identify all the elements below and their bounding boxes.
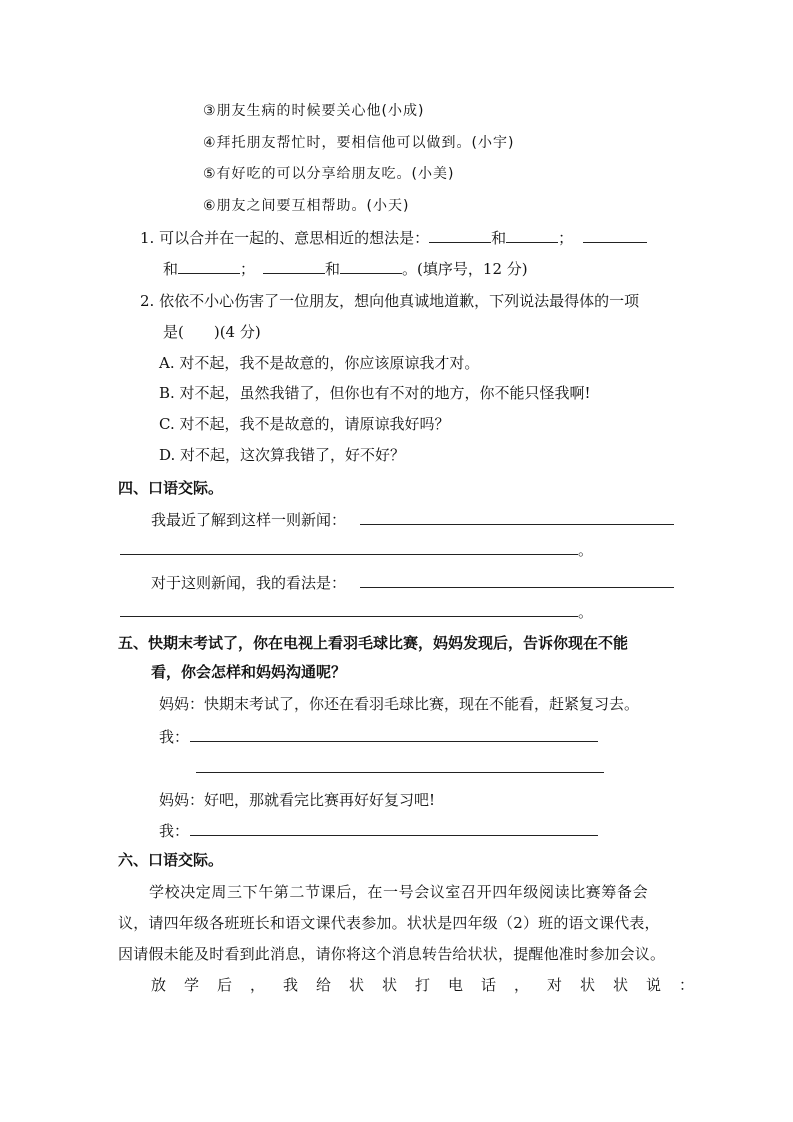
question-1-prefix: 1. 可以合并在一起的、意思相近的想法是： xyxy=(140,229,430,247)
answer-blank[interactable] xyxy=(178,259,240,274)
question-2-stem-line2: 是( )(4 分) xyxy=(163,323,261,341)
statement-6: ⑥朋友之间要互相帮助。(小天) xyxy=(203,198,410,214)
separator: ； xyxy=(558,229,574,247)
answer-line[interactable] xyxy=(360,587,674,588)
news-prompt: 我最近了解到这样一则新闻： xyxy=(151,511,347,529)
section-5-heading-line2: 看，你会怎样和妈妈沟通呢？ xyxy=(151,663,347,681)
option-d: D. 对不起，这次算我错了，好不好？ xyxy=(159,446,406,464)
question-1-suffix: 。(填序号，12 分) xyxy=(402,260,528,278)
answer-blank[interactable] xyxy=(506,228,558,243)
separator: ； xyxy=(240,260,256,278)
section-6-heading: 六、口语交际。 xyxy=(118,851,224,869)
answer-blank[interactable] xyxy=(583,228,647,243)
mom-line-2: 妈妈：好吧，那就看完比赛再好好复习吧! xyxy=(159,791,436,809)
answer-line[interactable] xyxy=(120,554,578,555)
answer-blank[interactable] xyxy=(263,259,325,274)
after-school-line: 放学后，我给状状打电话，对状状说： xyxy=(151,976,713,994)
section-4-heading: 四、口语交际。 xyxy=(118,479,224,497)
answer-line[interactable] xyxy=(190,741,598,742)
mom-line-1: 妈妈：快期末考试了，你还在看羽毛球比赛，现在不能看，赶紧复习去。 xyxy=(159,695,640,713)
question-2-stem-line1: 2. 依依不小心伤害了一位朋友，想向他真诚地道歉，下列说法最得体的一项 xyxy=(140,292,640,310)
answer-blank[interactable] xyxy=(429,228,491,243)
statement-4: ④拜托朋友帮忙时，要相信他可以做到。(小宇) xyxy=(203,135,515,151)
and-text: 和 xyxy=(163,260,179,278)
option-c: C. 对不起，我不是故意的，请原谅我好吗？ xyxy=(159,415,450,433)
answer-line[interactable] xyxy=(360,524,674,525)
answer-line[interactable] xyxy=(196,772,604,773)
opinion-prompt: 对于这则新闻，我的看法是： xyxy=(151,574,347,592)
question-1-line2 xyxy=(163,259,528,279)
answer-line[interactable] xyxy=(190,835,598,836)
option-b: B. 对不起，虽然我错了，但你也有不对的地方，你不能只怪我啊! xyxy=(159,384,591,402)
statement-3: ③朋友生病的时候要关心他(小成) xyxy=(203,103,425,119)
statement-5: ⑤有好吃的可以分享给朋友吃。(小美) xyxy=(203,166,455,182)
me-label-2: 我： xyxy=(159,822,190,840)
and-text: 和 xyxy=(491,229,507,247)
answer-blank[interactable] xyxy=(340,259,402,274)
option-a: A. 对不起，我不是故意的，你应该原谅我才对。 xyxy=(159,354,480,372)
section-6-para-line3: 因请假未能及时看到此消息，请你将这个消息转告给状状，提醒他准时参加会议。 xyxy=(118,945,666,963)
section-6-para-line1: 学校决定周三下午第二节课后，在一号会议室召开四年级阅读比赛筹备会 xyxy=(149,883,649,901)
question-1-line1 xyxy=(140,228,647,248)
me-label-1: 我： xyxy=(159,728,190,746)
end-mark: 。 xyxy=(578,603,594,621)
section-6-para-line2: 议，请四年级各班班长和语文课代表参加。状状是四年级（2）班的语文课代表， xyxy=(118,914,660,932)
and-text: 和 xyxy=(325,260,341,278)
section-5-heading-line1: 五、快期末考试了，你在电视上看羽毛球比赛，妈妈发现后，告诉你现在不能 xyxy=(118,634,629,652)
answer-line[interactable] xyxy=(120,616,578,617)
end-mark: 。 xyxy=(578,541,594,559)
